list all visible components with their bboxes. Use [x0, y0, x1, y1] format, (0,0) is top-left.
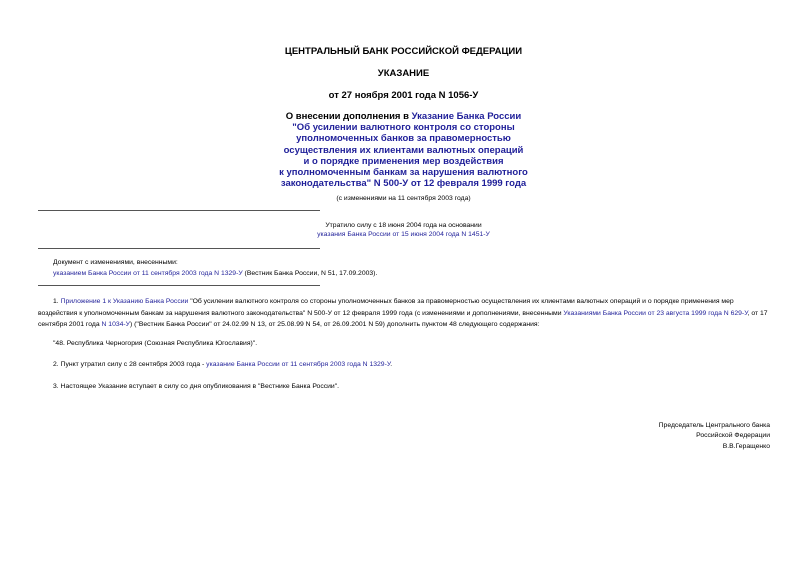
divider — [38, 285, 320, 286]
p1-text: "Об усилении валютного контроля со стороны уполномоченных банков за правомерностью осуществления их клиентами валютных операций и о порядке применения мер воздействия к уполномоченным банкам за нарушения валютного законодательства" N 500-У от 12 февраля 1999 года (с изменениями и дополнениями, внесенными — [38, 298, 734, 317]
paragraph-3: 3. Настоящее Указание вступает в силу со дня опубликования в "Вестнике Банка России". — [53, 383, 340, 390]
p1-text: ) ("Вестник Банка России" от 24.02.99 N 13, от 25.08.99 N 54, от 26.09.2001 N 59) дополнить пунктом 48 следующего содержания: — [130, 321, 540, 329]
repeal-text: Утратило силу с 18 июня 2004 года на основании — [325, 222, 482, 229]
p2-link[interactable]: указание Банка России от 11 сентября 2003 года N 1329-У — [206, 361, 391, 368]
p1-link-appendix[interactable]: Приложение 1 к Указанию Банка России — [60, 298, 189, 305]
org-title: ЦЕНТРАЛЬНЫЙ БАНК РОССИЙСКОЙ ФЕДЕРАЦИИ — [284, 46, 523, 57]
signature-block — [560, 421, 770, 452]
title-line: осуществления их клиентами валютных операций — [283, 144, 524, 156]
revision-note: (с изменениями на 11 сентября 2003 года) — [336, 195, 471, 202]
p1-number: 1. — [53, 298, 61, 305]
title-line: к уполномоченным банкам за нарушения валютного — [279, 167, 528, 179]
repeal-note — [0, 221, 807, 240]
p1-link-629[interactable]: Указаниями Банка России от 23 августа 1999 года N 629-У — [563, 309, 748, 317]
divider — [38, 248, 320, 249]
paragraph-48: "48. Республика Черногория (Союзная Республика Югославия)". — [53, 340, 258, 347]
title-line: уполномоченных банков за правомерностью — [296, 133, 511, 145]
title-prefix: О внесении дополнения в — [285, 111, 412, 122]
title-line: и о порядке применения мер воздействия — [303, 155, 504, 167]
changes-suffix: (Вестник Банка России, N 51, 17.09.2003). — [242, 270, 378, 278]
title-line: законодательства" N 500-У от 12 февраля 1999 года — [280, 178, 527, 190]
title-line — [0, 111, 807, 122]
p1-link-1034[interactable]: N 1034-У — [101, 321, 130, 329]
document-date-number: от 27 ноября 2001 года N 1056-У — [328, 90, 479, 101]
document-type: УКАЗАНИЕ — [377, 68, 430, 79]
signature-position: Председатель Центрального банка — [658, 422, 770, 429]
divider — [38, 210, 320, 211]
title-link[interactable]: Указание Банка России — [411, 111, 522, 122]
signature-name: В.В.Геращенко — [722, 442, 770, 450]
p2-text: 2. Пункт утратил силу с 28 сентября 2003 года - — [53, 361, 207, 368]
changes-line — [53, 269, 377, 278]
repeal-link[interactable]: указания Банка России от 15 июня 2004 года N 1451-У — [317, 231, 490, 239]
paragraph-2 — [53, 359, 392, 371]
paragraph-1 — [38, 296, 772, 331]
p2-end: . — [390, 361, 393, 368]
title-line: "Об усилении валютного контроля со стороны — [292, 122, 515, 134]
changes-link[interactable]: указанием Банка России от 11 сентября 2003 года N 1329-У — [53, 270, 243, 278]
changes-label: Документ с изменениями, внесенными: — [53, 259, 178, 266]
signature-organization: Российской Федерации — [696, 432, 770, 440]
p1-text: , от 17 сентября 2001 года — [38, 309, 768, 329]
document-title — [0, 111, 807, 189]
changes-block — [53, 258, 377, 279]
